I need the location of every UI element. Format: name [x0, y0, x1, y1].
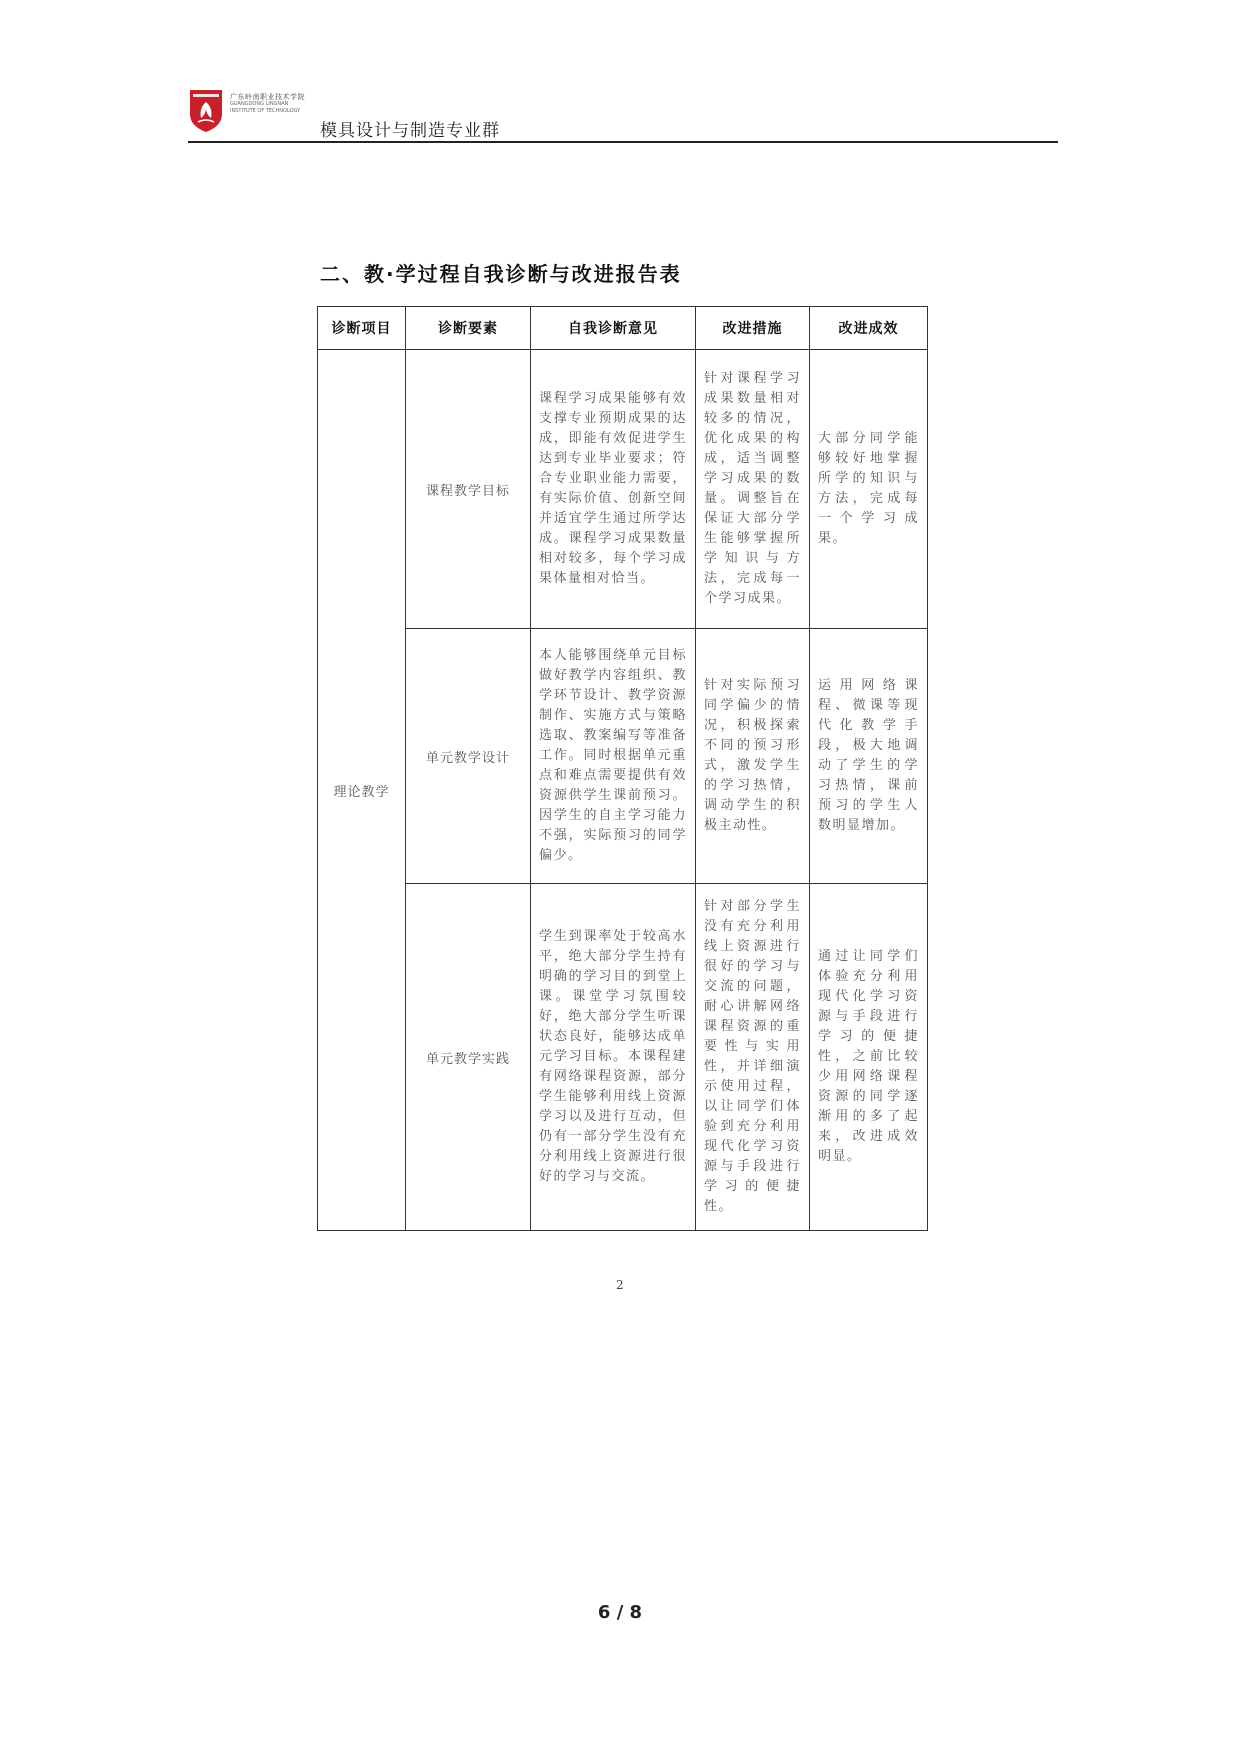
- header-diagnosis-factor: 诊断要素: [406, 307, 531, 350]
- effect-cell: 大部分同学能够较好地掌握所学的知识与方法，完成每一个学习成果。: [810, 350, 928, 629]
- section-title: 二、教·学过程自我诊断与改进报告表: [320, 262, 682, 286]
- factor-cell: 单元教学实践: [406, 884, 531, 1231]
- header-improvement-measures: 改进措施: [696, 307, 810, 350]
- header-improvement-effects: 改进成效: [810, 307, 928, 350]
- factor-cell: 课程教学目标: [406, 350, 531, 629]
- page-number: 2: [616, 1278, 624, 1292]
- header-self-diagnosis: 自我诊断意见: [531, 307, 696, 350]
- table-header-row: [318, 307, 928, 350]
- school-logo-icon: [188, 88, 224, 134]
- diagnosis-item-cell: 理论教学: [318, 350, 406, 1231]
- effect-cell: 通过让同学们体验充分利用现代化学习资源与手段进行学习的便捷性，之前比较少用网络课程资源的同学逐渐用的多了起来，改进成效明显。: [810, 884, 928, 1231]
- school-name-en-line2: INSTITUTE OF TECHNOLOGY: [230, 107, 301, 114]
- school-name-cn: 广东岭南职业技术学院: [230, 93, 305, 101]
- effect-cell: 运用网络课程、微课等现代化教学手段，极大地调动了学生的学习热情，课前预习的学生人数明显增加。: [810, 629, 928, 884]
- viewer-page-indicator: 6 / 8: [597, 1602, 643, 1623]
- measure-cell: 针对部分学生没有充分利用线上资源进行很好的学习与交流的问题，耐心讲解网络课程资源的重要性与实用性，并详细演示使用过程，以让同学们体验到充分利用现代化学习资源与手段进行学习的便捷性。: [696, 884, 810, 1231]
- table-row: [318, 884, 928, 1231]
- measure-cell: 针对实际预习同学偏少的情况，积极探索不同的预习形式，激发学生的学习热情，调动学生的积极主动性。: [696, 629, 810, 884]
- diagnosis-report-table: [317, 306, 928, 1231]
- school-name-en-line1: GUANGDONG LINGNAN: [230, 101, 289, 108]
- header-diagnosis-item: 诊断项目: [318, 307, 406, 350]
- table-row: [318, 629, 928, 884]
- opinion-cell: 课程学习成果能够有效支撑专业预期成果的达成，即能有效促进学生达到专业毕业要求；符合专业职业能力需要，有实际价值、创新空间并适宜学生通过所学达成。课程学习成果数量相对较多，每个学习成果体量相对恰当。: [531, 350, 696, 629]
- school-name: [230, 94, 305, 114]
- opinion-cell: 本人能够围绕单元目标做好教学内容组织、教学环节设计、教学资源制作、实施方式与策略选取、教案编写等准备工作。同时根据单元重点和难点需要提供有效资源供学生课前预习。因学生的自主学习能力不强，实际预习的同学偏少。: [531, 629, 696, 884]
- header-rule: [188, 141, 1058, 143]
- factor-cell: 单元教学设计: [406, 629, 531, 884]
- measure-cell: 针对课程学习成果数量相对较多的情况，优化成果的构成，适当调整学习成果的数量。调整旨在保证大部分学生能够掌握所学知识与方法，完成每一个学习成果。: [696, 350, 810, 629]
- table-row: [318, 350, 928, 629]
- opinion-cell: 学生到课率处于较高水平，绝大部分学生持有明确的学习目的到堂上课。课堂学习氛围较好，绝大部分学生听课状态良好，能够达成单元学习目标。本课程建有网络课程资源，部分学生能够利用线上资源学习以及进行互动，但仍有一部分学生没有充分利用线上资源进行很好的学习与交流。: [531, 884, 696, 1231]
- document-header-title: 模具设计与制造专业群: [320, 121, 500, 141]
- page-header: [188, 88, 1058, 144]
